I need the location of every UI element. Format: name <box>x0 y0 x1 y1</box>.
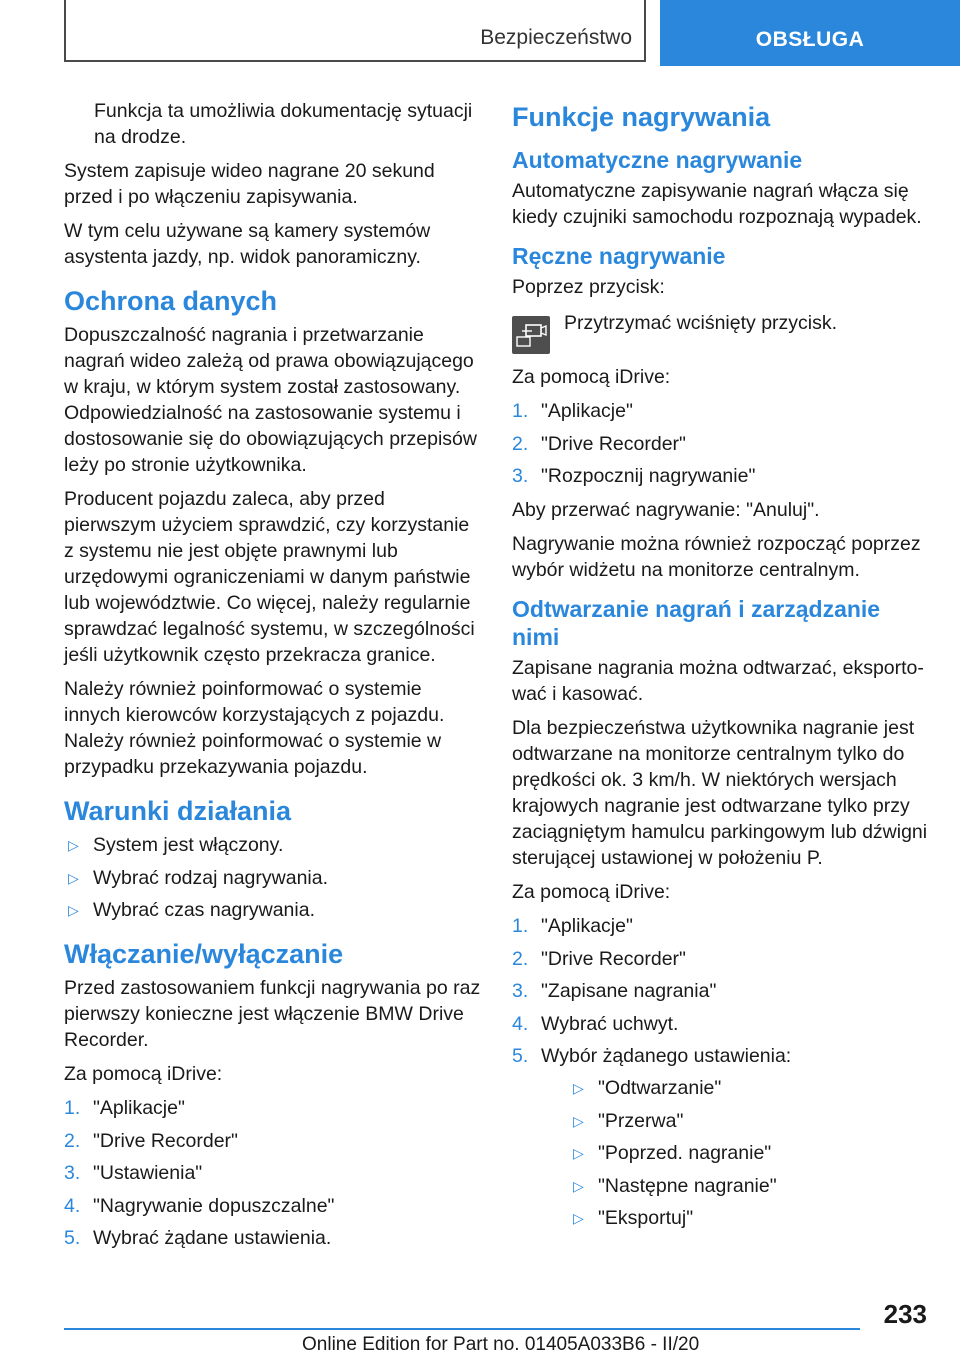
record-button-icon <box>512 316 550 354</box>
list-item: ▷ Wybrać rodzaj nagrywania. <box>68 866 329 889</box>
list-item: 5. Wybrać żądane ustawienia. <box>64 1227 332 1249</box>
options-list <box>541 1075 928 1231</box>
list-item: 4. Wybrać uchwyt. <box>512 1012 679 1035</box>
list-item: 3. "Zapisane nagrania" <box>512 980 717 1002</box>
left-column <box>64 98 482 1259</box>
list-item: 1. "Aplikacje" <box>64 1097 185 1119</box>
steps-list <box>512 398 928 489</box>
section-title: Bezpieczeństwo <box>64 0 646 62</box>
paragraph: Przed zastosowaniem funkcji nagrywania po raz pierwszy konieczne jest włączenie BMW Drive Recorder. <box>64 977 481 1051</box>
triangle-bullet-icon: ▷ <box>573 1080 584 1096</box>
heading-manual: Ręczne nagrywanie <box>512 243 726 269</box>
heading-on-off: Włączanie/wyłączanie <box>64 939 344 969</box>
list-item: 2. "Drive Recorder" <box>512 432 686 455</box>
paragraph: Automatyczne zapisywanie nagrań włącza się kiedy czujniki samochodu rozpoznają wypadek. <box>512 180 922 228</box>
list-item: ▷ "Eksportuj" <box>573 1207 694 1229</box>
paragraph: Producent pojazdu zaleca, aby przed pierwszym użyciem sprawdzić, czy korzystanie z systemu nie jest objęte prawnymi lub urzędowymi ograniczeniami w danym państwie lub województwie. Co więcej, należy regularnie sprawdzać legalność systemu, w szczególności jeśli użytkownik często przekracza granice. <box>64 488 475 666</box>
triangle-bullet-icon: ▷ <box>68 837 79 853</box>
paragraph: Aby przerwać nagrywanie: "Anuluj". <box>512 499 820 521</box>
right-column <box>512 98 928 1239</box>
chapter-tab: OBSŁUGA <box>660 0 960 66</box>
heading-auto: Automatyczne nagrywanie <box>512 147 803 173</box>
list-item: 1. "Aplikacje" <box>512 400 633 422</box>
page-number: 233 <box>883 1299 927 1329</box>
list-item: ▷ System jest włączony. <box>68 834 284 856</box>
paragraph: Nagrywanie można również rozpocząć poprzez wybór widżetu na monitorze centralnym. <box>512 533 921 581</box>
list-item: ▷ "Następne nagranie" <box>573 1174 777 1197</box>
list-item: 2. "Drive Recorder" <box>64 1129 238 1152</box>
list-item: 2. "Drive Recorder" <box>512 947 686 970</box>
footer-edition: Online Edition for Part no. 01405A033B6 - II/20 <box>302 1334 700 1355</box>
paragraph: Za pomocą iDrive: <box>512 881 671 903</box>
paragraph: System zapisuje wideo nagrane 20 sekund przed i po włączeniu zapisywania. <box>64 160 435 208</box>
list-item: 1. "Aplikacje" <box>512 915 633 937</box>
triangle-bullet-icon: ▷ <box>573 1145 584 1161</box>
button-instruction <box>512 308 928 354</box>
list-item: ▷ "Przerwa" <box>573 1109 684 1132</box>
paragraph: W tym celu używane są kamery systemów asystenta jazdy, np. widok panoramiczny. <box>64 220 431 268</box>
paragraph: Należy również poinformować o systemie innych kierowców korzystających z pojazdu. Należy również poinformować o systemie w przypadku przekazywania pojazdu. <box>64 678 445 778</box>
heading-privacy: Ochrona danych <box>64 286 278 316</box>
paragraph: Dopuszczalność nagrania i przetwarzanie nagrań wideo zależą od prawa obowiązującego w kraju, w którym system został zastosowany. Odpowiedzialność na zastosowanie systemu i dostosowanie się do obowiązujących przepisów leży po stronie użytkownika. <box>64 324 477 476</box>
intro-paragraph: Funkcja ta umożliwia dokumentację sytuacji na drodze. <box>94 100 473 148</box>
footer-divider <box>64 1328 860 1330</box>
heading-recording: Funkcje nagrywania <box>512 102 771 132</box>
list-item: 4. "Nagrywanie dopuszczalne" <box>64 1194 335 1217</box>
heading-conditions: Warunki działania <box>64 796 292 826</box>
list-item: 3. "Ustawienia" <box>64 1162 203 1184</box>
paragraph: Za pomocą iDrive: <box>64 1063 223 1085</box>
list-item: 5. Wybór żądanego ustawienia: ▷ "Odtwarzanie" ▷ "Przerwa" ▷ "Poprzed. nagranie" ▷ "Następne nagranie" ▷ "Eksportuj" <box>512 1043 928 1231</box>
triangle-bullet-icon: ▷ <box>68 869 79 886</box>
list-item: 3. "Rozpocznij nagrywanie" <box>512 465 756 487</box>
steps-list <box>64 1095 482 1251</box>
paragraph: Zapisane nagrania można odtwarzać, eksportować i kasować. <box>512 657 924 705</box>
triangle-bullet-icon: ▷ <box>573 1112 584 1129</box>
page-header <box>64 0 960 66</box>
triangle-bullet-icon: ▷ <box>573 1210 584 1226</box>
conditions-list <box>64 832 482 923</box>
triangle-bullet-icon: ▷ <box>68 902 79 918</box>
list-item: ▷ "Poprzed. nagranie" <box>573 1142 772 1164</box>
steps-list <box>512 913 928 1231</box>
list-item: ▷ "Odtwarzanie" <box>573 1077 722 1099</box>
paragraph: Za pomocą iDrive: <box>512 366 671 388</box>
paragraph: Poprzez przycisk: <box>512 276 665 298</box>
heading-playback: Odtwarzanie nagrań i zarządzanie nimi <box>512 596 881 650</box>
list-item: ▷ Wybrać czas nagrywania. <box>68 899 315 921</box>
paragraph: Dla bezpieczeństwa użytkownika nagranie jest odtwarzane na monitorze centralnym tylko do prędkości ok. 3 km/h. W niektórych wersjach krajowych nagranie jest odtwarzane tylko przy zaciągniętym hamulcu parkingowym lub dźwigni sterującej ustawionej w położeniu P. <box>512 717 928 869</box>
triangle-bullet-icon: ▷ <box>573 1177 584 1194</box>
button-instruction-text: Przytrzymać wciśnięty przycisk. <box>564 312 838 334</box>
